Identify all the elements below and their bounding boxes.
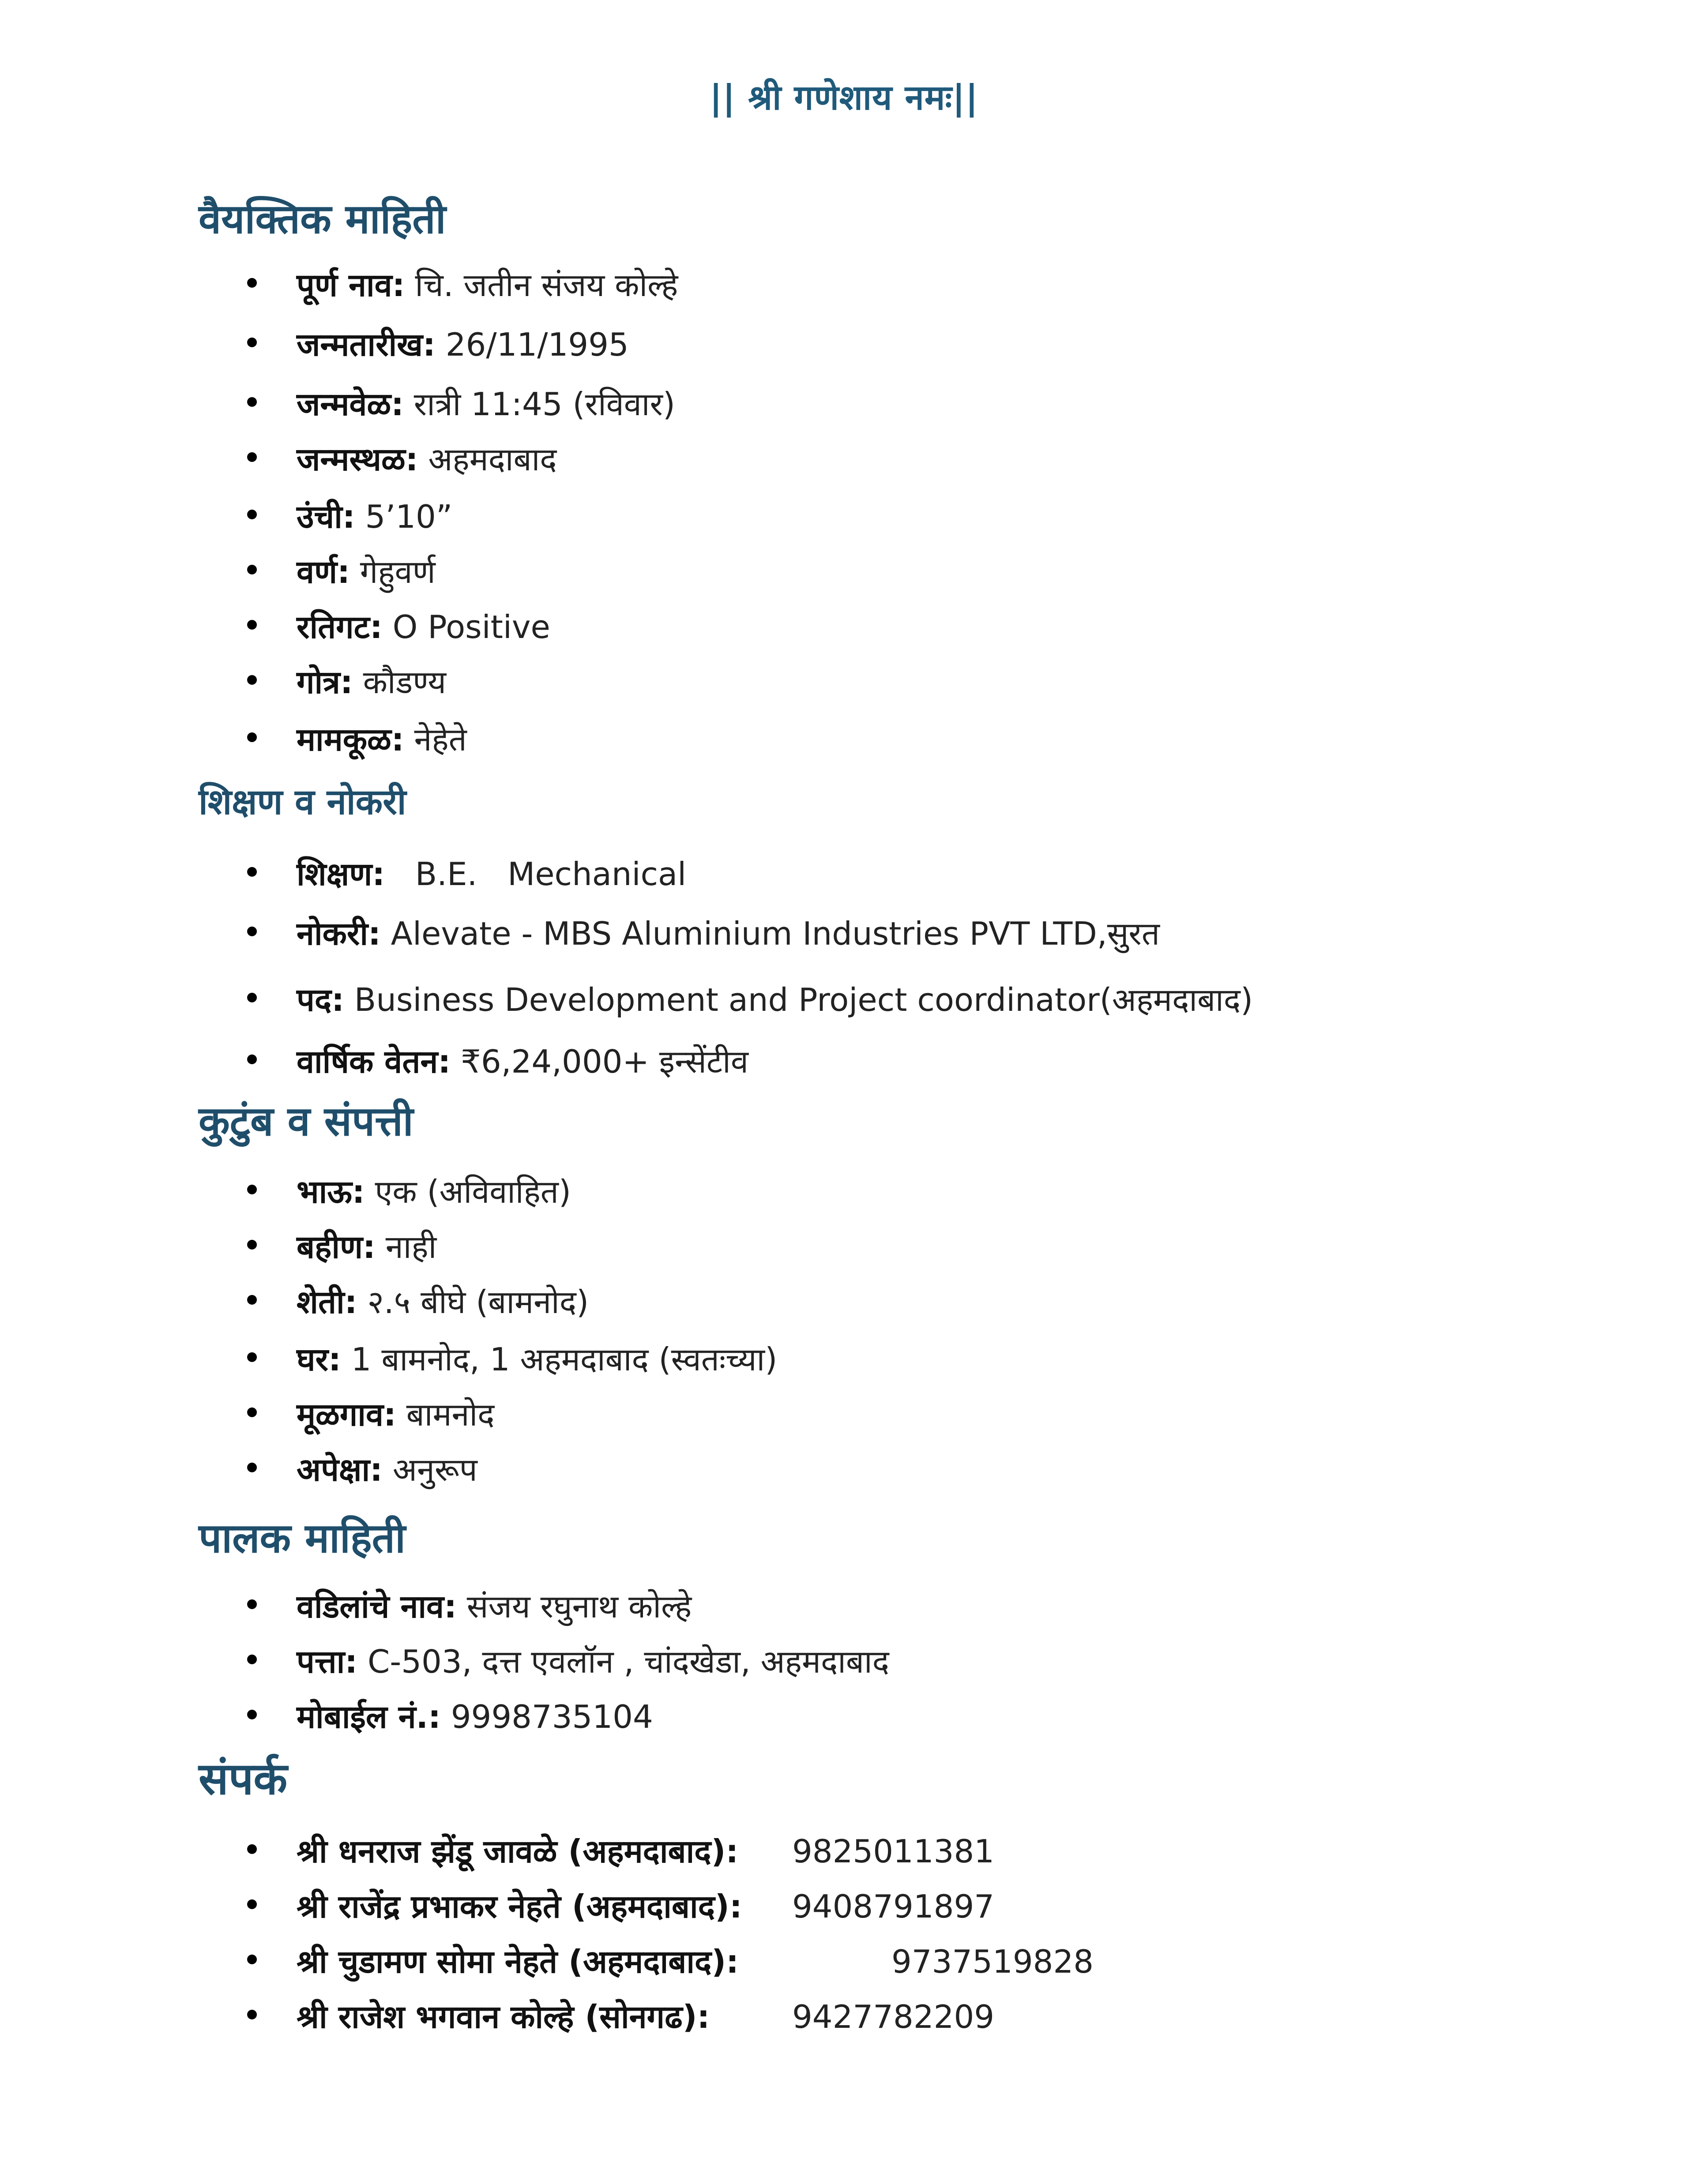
item-value: अहमदाबाद: [418, 441, 557, 478]
contact-phone: 9408791897: [792, 1888, 995, 1925]
bullet-icon: [247, 1407, 257, 1417]
item-label: घर:: [297, 1341, 341, 1378]
item-label: शिक्षण:: [297, 856, 385, 893]
item-label: अपेक्षा:: [297, 1451, 383, 1488]
bullet-icon: [247, 1899, 257, 1909]
item-value: C-503, दत्त एवलॉन , चांदखेडा, अहमदाबाद: [357, 1643, 889, 1680]
contact-phone: 9427782209: [792, 1998, 995, 2035]
item-value: नाही: [375, 1228, 437, 1265]
item-value: कौडण्य: [353, 664, 447, 701]
bullet-icon: [247, 1352, 257, 1362]
contact-name: श्री धनराज झेंडू जावळे (अहमदाबाद):: [297, 1833, 739, 1870]
item-value: Business Development and Project coordinator(अहमदाबाद): [344, 981, 1253, 1018]
item-label: शेती:: [297, 1283, 357, 1321]
bullet-icon: [247, 1240, 257, 1250]
item-label: पद:: [297, 981, 344, 1018]
bullet-icon: [247, 675, 257, 685]
bullet-icon: [247, 1655, 257, 1664]
item-label: भाऊ:: [297, 1173, 365, 1210]
bullet-icon: [247, 1463, 257, 1472]
item-label: बहीण:: [297, 1228, 376, 1265]
item-value: रात्री 11:45 (रविवार): [403, 386, 675, 423]
item-value: नेहेते: [404, 721, 467, 758]
item-label: मामकूळ:: [297, 721, 404, 758]
item-label: पूर्ण नाव:: [297, 266, 405, 304]
invocation-title: || श्री गणेशाय नमः||: [709, 78, 979, 118]
bullet-icon: [247, 452, 257, 462]
item-label: रतिगट:: [297, 608, 383, 645]
item-label: पत्ता:: [297, 1643, 358, 1680]
bullet-icon: [247, 1955, 257, 1964]
bullet-icon: [247, 1295, 257, 1305]
item-label: मूळगाव:: [297, 1396, 396, 1433]
item-value: 9998735104: [440, 1698, 653, 1735]
bullet-icon: [247, 2010, 257, 2019]
bullet-icon: [247, 278, 257, 288]
item-label: जन्मवेळ:: [297, 386, 404, 423]
bullet-icon: [247, 338, 257, 347]
section-heading-contacts: संपर्क: [199, 1753, 288, 1805]
bullet-icon: [247, 1054, 257, 1064]
item-value: २.५ बीघे (बामनोद): [357, 1283, 589, 1321]
bullet-icon: [247, 620, 257, 630]
item-value: O Positive: [382, 608, 550, 645]
bullet-icon: [247, 927, 257, 936]
item-value: 5’10”: [355, 498, 453, 535]
bullet-icon: [247, 993, 257, 1002]
item-value: बामनोद: [396, 1396, 495, 1433]
item-label: उंची:: [297, 498, 355, 535]
bullet-icon: [247, 397, 257, 407]
bullet-icon: [247, 565, 257, 574]
item-label: मोबाईल नं.:: [297, 1698, 441, 1735]
item-label: जन्मतारीख:: [297, 326, 436, 363]
contact-name: श्री चुडामण सोमा नेहते (अहमदाबाद):: [297, 1943, 739, 1980]
contact-phone: 9737519828: [891, 1943, 1094, 1980]
bullet-icon: [247, 1844, 257, 1854]
bullet-icon: [247, 1185, 257, 1194]
item-value: चि. जतीन संजय कोल्हे: [405, 266, 678, 304]
contact-name: श्री राजेश भगवान कोल्हे (सोनगढ):: [297, 1998, 710, 2035]
item-value: एक (अविवाहित): [365, 1173, 571, 1210]
item-label: नोकरी:: [297, 915, 381, 952]
item-label: वार्षिक वेतन:: [297, 1043, 451, 1080]
item-value: 1 बामनोद, 1 अहमदाबाद (स्वतःच्या): [341, 1341, 778, 1378]
item-value: B.E. Mechanical: [385, 856, 687, 893]
item-value: Alevate - MBS Aluminium Industries PVT LTD,सुरत: [380, 915, 1160, 952]
contact-phone: 9825011381: [792, 1833, 995, 1870]
section-heading-family: कुटुंब व संपत्ती: [199, 1098, 414, 1145]
item-value: 26/11/1995: [435, 326, 629, 363]
item-value: गेहुवर्ण: [350, 553, 436, 590]
bullet-icon: [247, 510, 257, 519]
item-label: वडिलांचे नाव:: [297, 1588, 457, 1625]
bullet-icon: [247, 1710, 257, 1719]
item-value: अनुरूप: [382, 1451, 477, 1488]
item-value: ₹6,24,000+ इन्सेंटीव: [451, 1043, 748, 1080]
bullet-icon: [247, 732, 257, 742]
section-heading-personal: वैयक्तिक माहिती: [199, 195, 446, 243]
bullet-icon: [247, 867, 257, 877]
item-label: वर्ण:: [297, 553, 350, 590]
item-label: गोत्र:: [297, 664, 353, 701]
contact-name: श्री राजेंद्र प्रभाकर नेहते (अहमदाबाद):: [297, 1888, 742, 1925]
section-heading-education: शिक्षण व नोकरी: [199, 781, 406, 822]
section-heading-parents: पालक माहिती: [199, 1515, 406, 1562]
bullet-icon: [247, 1599, 257, 1609]
item-label: जन्मस्थळ:: [297, 441, 418, 478]
item-value: संजय रघुनाथ कोल्हे: [456, 1588, 692, 1625]
